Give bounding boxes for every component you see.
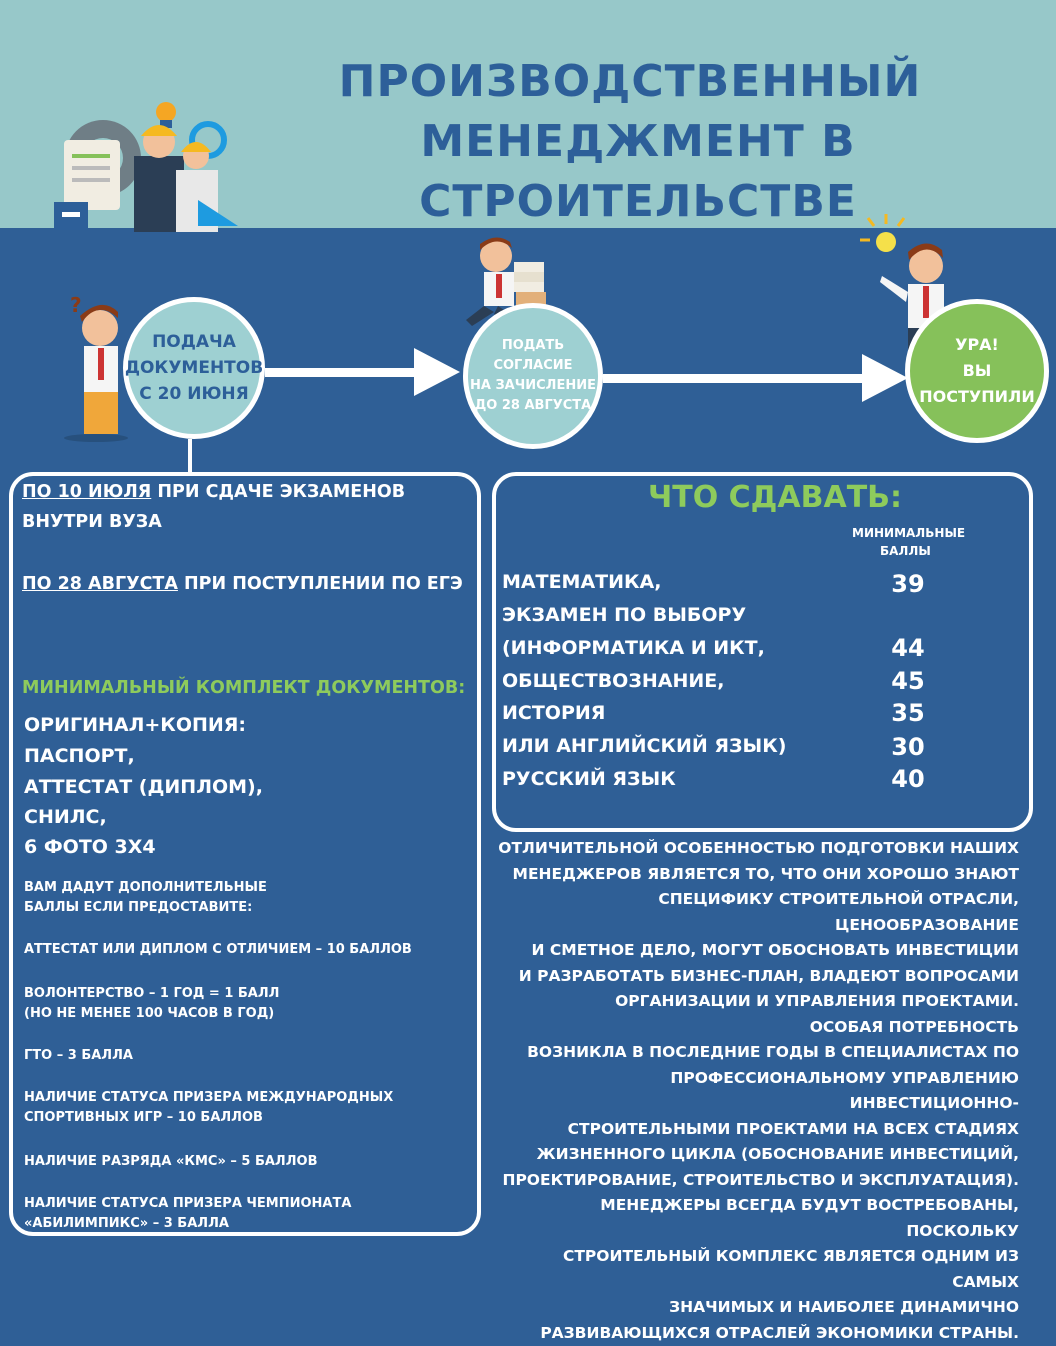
min-score: 45 [868, 667, 948, 695]
min-score: 44 [868, 634, 948, 662]
deadline-1-text: ПРИ СДАЧЕ ЭКЗАМЕНОВ [151, 482, 405, 502]
program-description [497, 836, 1019, 1346]
bonus-item: (НО НЕ МЕНЕЕ 100 ЧАСОВ В ГОД) [24, 1006, 274, 1021]
subject: ЭКЗАМЕН ПО ВЫБОРУ [502, 604, 746, 626]
step3-line3: ПОСТУПИЛИ [919, 384, 1034, 410]
page-title-line-2: МЕНЕДЖМЕНТ В СТРОИТЕЛЬСТВЕ [258, 112, 1018, 232]
min-score-header: БАЛЛЫ [880, 544, 931, 558]
subject: РУССКИЙ ЯЗЫК [502, 768, 676, 790]
doc-item: СНИЛС, [24, 806, 107, 828]
construction-team-icon [48, 100, 248, 232]
step-submit-documents [123, 297, 265, 439]
description-line: МЕНЕДЖЕРОВ ЯВЛЯЕТСЯ ТО, ЧТО ОНИ ХОРОШО ЗНАЮТ [497, 862, 1019, 888]
description-line: РАЗВИВАЮЩИХСЯ ОТРАСЛЕЙ ЭКОНОМИКИ СТРАНЫ. [497, 1321, 1019, 1346]
step1-line3: С 20 ИЮНЯ [125, 381, 263, 407]
step2-line4: ДО 28 АВГУСТА [470, 396, 596, 416]
bonus-intro: БАЛЛЫ ЕСЛИ ПРЕДОСТАВИТЕ: [24, 900, 252, 915]
description-line: ПРОФЕССИОНАЛЬНОМУ УПРАВЛЕНИЮ ИНВЕСТИЦИОННО- [497, 1066, 1019, 1117]
bonus-item: «АБИЛИМПИКС» – 3 БАЛЛА [24, 1216, 229, 1231]
description-line: ОСОБАЯ ПОТРЕБНОСТЬ [497, 1015, 1019, 1041]
description-line: ВОЗНИКЛА В ПОСЛЕДНИЕ ГОДЫ В СПЕЦИАЛИСТАХ ПО [497, 1040, 1019, 1066]
deadline-1-text-2: ВНУТРИ ВУЗА [22, 512, 162, 532]
description-line: СТРОИТЕЛЬНЫМИ ПРОЕКТАМИ НА ВСЕХ СТАДИЯХ [497, 1117, 1019, 1143]
description-line: МЕНЕДЖЕРЫ ВСЕГДА БУДУТ ВОСТРЕБОВАНЫ, ПОСКОЛЬКУ [497, 1193, 1019, 1244]
doc-item: 6 ФОТО 3Х4 [24, 836, 156, 858]
bonus-item: ГТО – 3 БАЛЛА [24, 1048, 133, 1063]
bonus-item: АТТЕСТАТ ИЛИ ДИПЛОМ С ОТЛИЧИЕМ – 10 БАЛЛОВ [24, 942, 412, 957]
subject: ИЛИ АНГЛИЙСКИЙ ЯЗЫК) [502, 735, 786, 757]
arrow-1-line [265, 368, 427, 377]
deadline-1-date: ПО 10 ИЮЛЯ [22, 482, 151, 502]
min-score: 35 [868, 699, 948, 727]
description-line: СТРОИТЕЛЬНЫЙ КОМПЛЕКС ЯВЛЯЕТСЯ ОДНИМ ИЗ САМЫХ [497, 1244, 1019, 1295]
step2-line2: СОГЛАСИЕ [470, 356, 596, 376]
step3-line2: ВЫ [919, 358, 1034, 384]
description-line: ПРОЕКТИРОВАНИЕ, СТРОИТЕЛЬСТВО И ЭКСПЛУАТАЦИЯ). [497, 1168, 1019, 1194]
exams-heading: ЧТО СДАВАТЬ: [648, 480, 902, 515]
step2-line3: НА ЗАЧИСЛЕНИЕ [470, 376, 596, 396]
subject: ИСТОРИЯ [502, 702, 605, 724]
min-score-header: МИНИМАЛЬНЫЕ [852, 526, 965, 540]
description-line: И СМЕТНОЕ ДЕЛО, МОГУТ ОБОСНОВАТЬ ИНВЕСТИЦИИ [497, 938, 1019, 964]
arrow-2-line [603, 374, 869, 383]
bonus-item: НАЛИЧИЕ СТАТУСА ПРИЗЕРА ЧЕМПИОНАТА [24, 1196, 351, 1211]
step2-line1: ПОДАТЬ [470, 336, 596, 356]
doc-item: ОРИГИНАЛ+КОПИЯ: [24, 714, 246, 736]
arrow-1-head [414, 348, 460, 396]
deadline-2 [22, 574, 463, 594]
subject: ОБЩЕСТВОЗНАНИЕ, [502, 670, 724, 692]
min-score: 30 [868, 733, 948, 761]
min-score: 40 [868, 765, 948, 793]
bonus-item: СПОРТИВНЫХ ИГР – 10 БАЛЛОВ [24, 1110, 263, 1125]
bonus-item: НАЛИЧИЕ СТАТУСА ПРИЗЕРА МЕЖДУНАРОДНЫХ [24, 1090, 393, 1105]
description-line: СПЕЦИФИКУ СТРОИТЕЛЬНОЙ ОТРАСЛИ, ЦЕНООБРАЗОВАНИЕ [497, 887, 1019, 938]
svg-text:?: ? [70, 293, 82, 317]
min-score: 39 [868, 570, 948, 598]
step-submit-consent [463, 303, 603, 449]
page-title-line-1: ПРОИЗВОДСТВЕННЫЙ [330, 52, 930, 112]
description-line: ОТЛИЧИТЕЛЬНОЙ ОСОБЕННОСТЬЮ ПОДГОТОВКИ НАШИХ [497, 836, 1019, 862]
thinking-man-icon [62, 294, 132, 442]
subject: (ИНФОРМАТИКА И ИКТ, [502, 637, 765, 659]
deadline-2-text: ПРИ ПОСТУПЛЕНИИ ПО ЕГЭ [178, 574, 463, 594]
step3-line1: УРА! [919, 332, 1034, 358]
step1-line2: ДОКУМЕНТОВ [125, 355, 263, 381]
deadline-1 [22, 482, 405, 502]
description-line: И РАЗРАБОТАТЬ БИЗНЕС-ПЛАН, ВЛАДЕЮТ ВОПРОСАМИ [497, 964, 1019, 990]
description-line: ЖИЗНЕННОГО ЦИКЛА (ОБОСНОВАНИЕ ИНВЕСТИЦИЙ, [497, 1142, 1019, 1168]
subject: МАТЕМАТИКА, [502, 571, 661, 593]
bonus-item: ВОЛОНТЕРСТВО – 1 ГОД = 1 БАЛЛ [24, 986, 279, 1001]
description-line: ЗНАЧИМЫХ И НАИБОЛЕЕ ДИНАМИЧНО [497, 1295, 1019, 1321]
doc-item: ПАСПОРТ, [24, 745, 135, 767]
deadline-2-date: ПО 28 АВГУСТА [22, 574, 178, 594]
documents-heading: МИНИМАЛЬНЫЙ КОМПЛЕКТ ДОКУМЕНТОВ: [22, 678, 465, 698]
bonus-item: НАЛИЧИЕ РАЗРЯДА «КМС» – 5 БАЛЛОВ [24, 1154, 317, 1169]
step1-line1: ПОДАЧА [125, 329, 263, 355]
description-line: ОРГАНИЗАЦИИ И УПРАВЛЕНИЯ ПРОЕКТАМИ. [497, 989, 1019, 1015]
step-enrolled [905, 299, 1049, 443]
doc-item: АТТЕСТАТ (ДИПЛОМ), [24, 776, 263, 798]
bonus-intro: ВАМ ДАДУТ ДОПОЛНИТЕЛЬНЫЕ [24, 880, 267, 895]
connector-line [188, 439, 192, 473]
